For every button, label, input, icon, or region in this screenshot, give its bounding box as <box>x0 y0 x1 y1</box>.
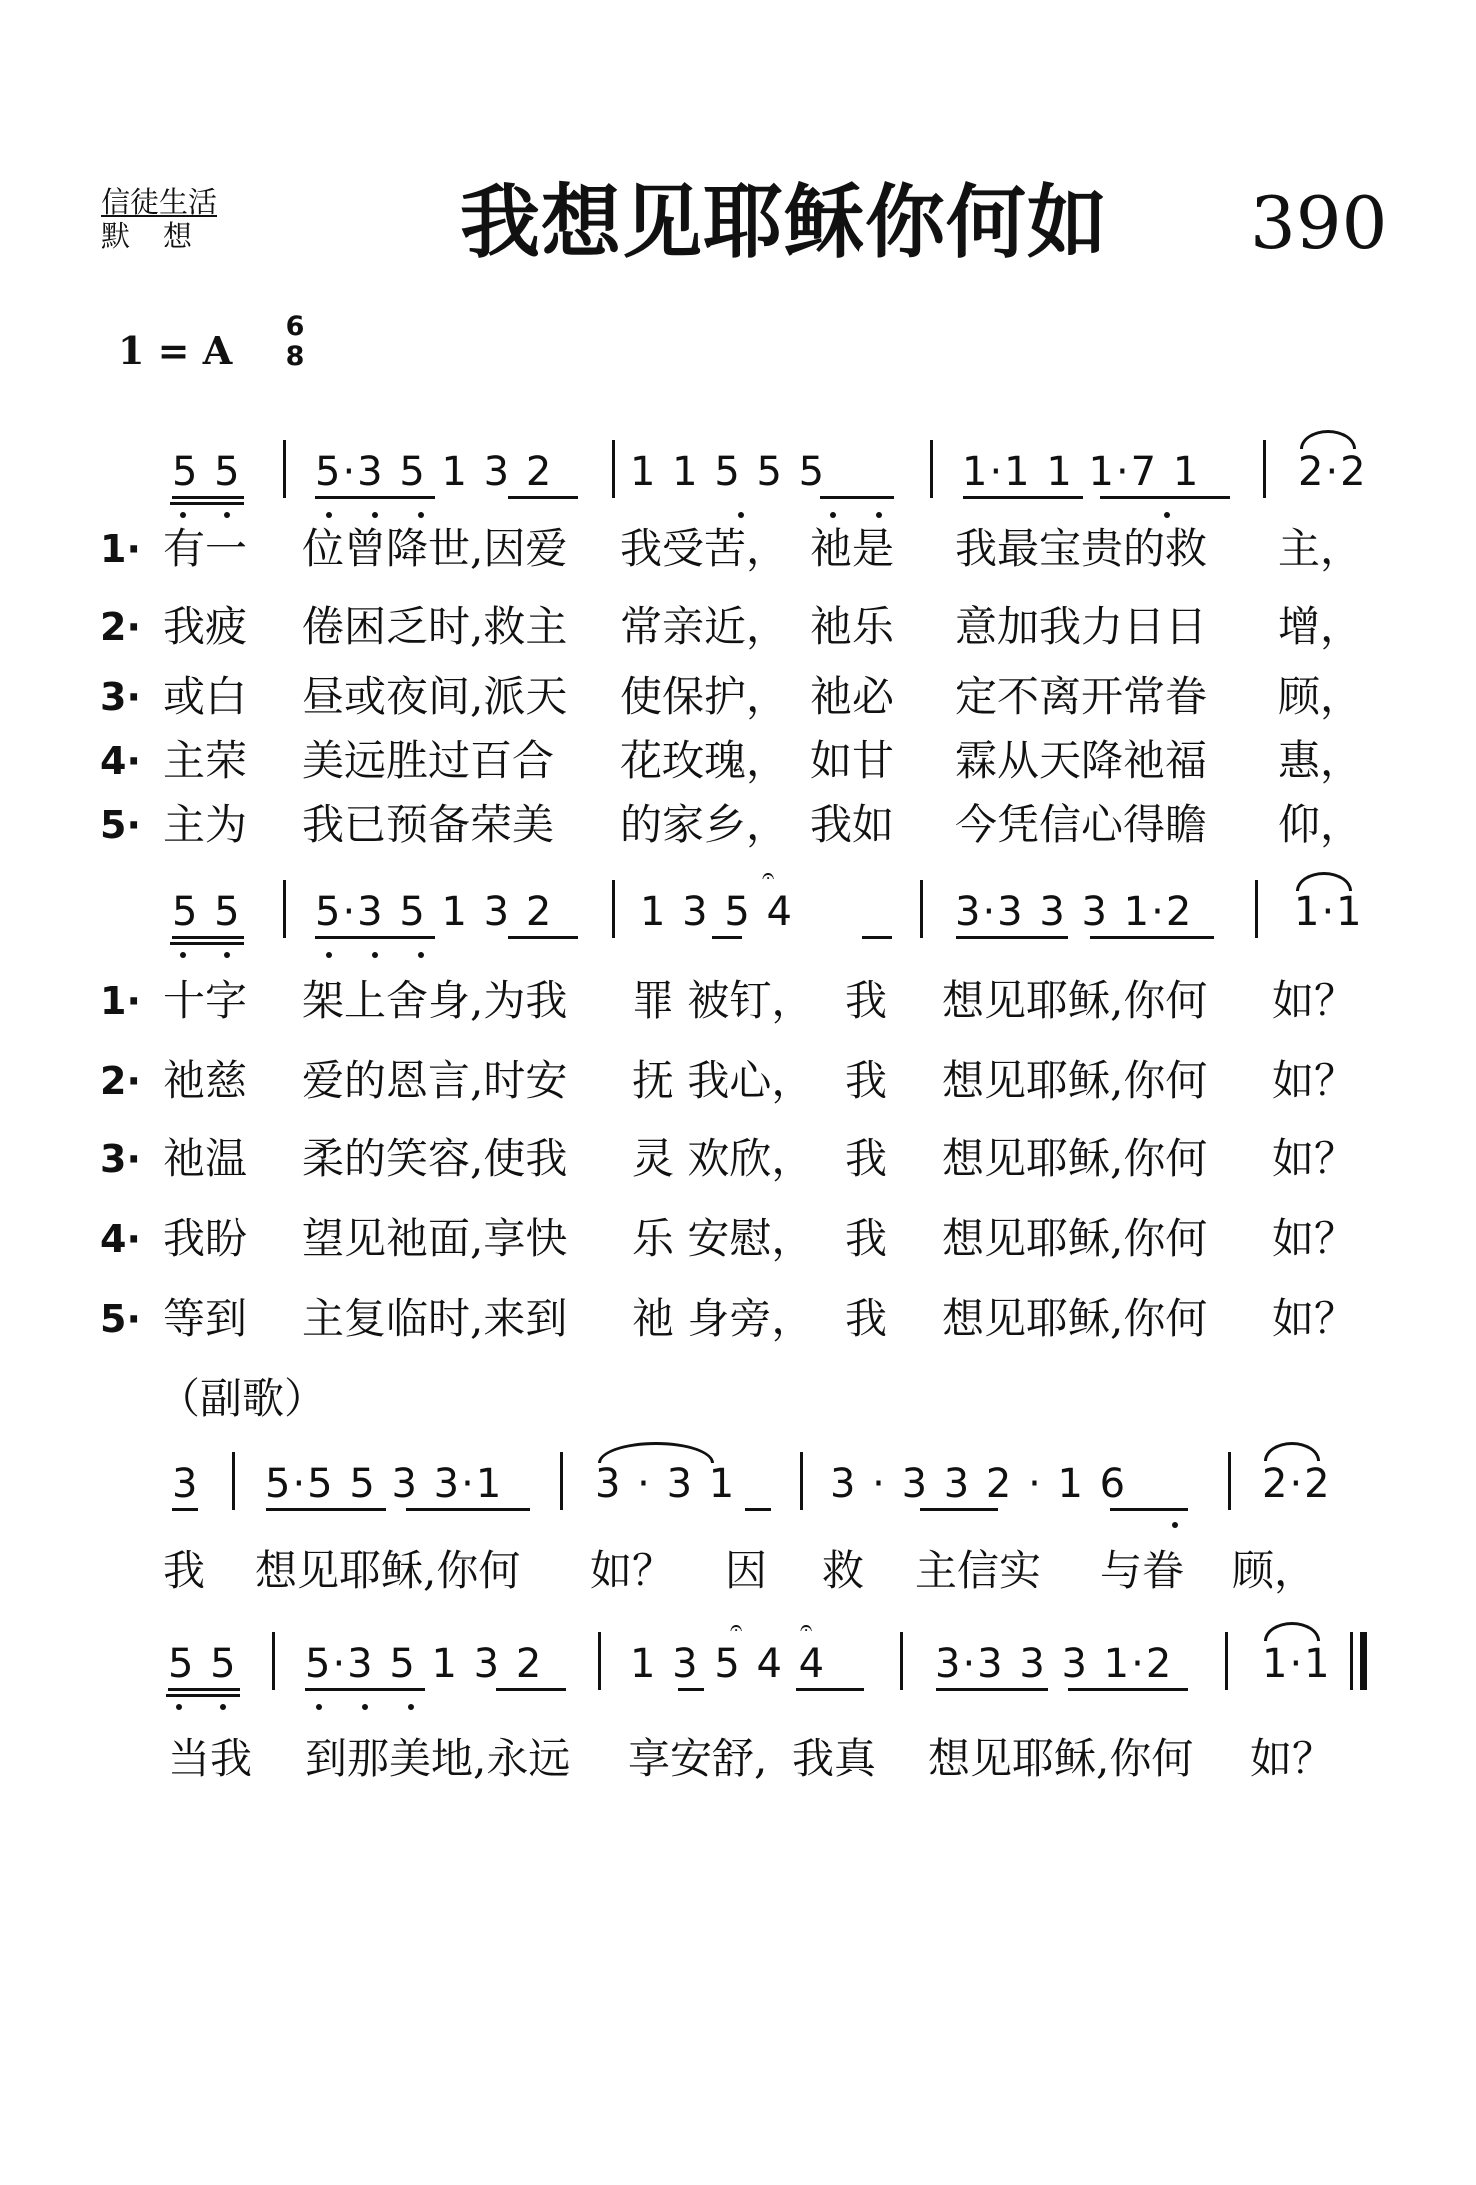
fermata-icon: 𝄐 <box>762 864 775 889</box>
lyric-segment: 当我 <box>168 1734 253 1783</box>
lyric-segment: 柔的笑容,使我 <box>302 1134 568 1183</box>
chorus-measure-1-4: 3 · 3 3 2 · 1 6 <box>830 1461 1128 1507</box>
underline-beam <box>862 936 892 939</box>
underline-beam <box>796 1688 864 1691</box>
lyric-segment: 望见祂面,享快 <box>302 1214 568 1263</box>
barline <box>900 1632 903 1690</box>
lyric-segment: 我 <box>845 1294 888 1343</box>
barline <box>560 1452 563 1510</box>
fermata-icon: 𝄐 <box>730 1616 743 1641</box>
low-octave-dot <box>408 1704 414 1710</box>
lyric-segment: 十字 <box>163 976 248 1025</box>
measure-2-2: 5·3 5 1 3 2 <box>315 889 554 935</box>
measure-1-5: 2·2 <box>1298 449 1368 495</box>
low-octave-dot <box>1164 512 1170 518</box>
underline-beam <box>936 1688 1048 1691</box>
barline <box>1228 1452 1231 1510</box>
low-octave-dot <box>220 1704 226 1710</box>
lyric-segment: 我 <box>163 1546 206 1595</box>
low-octave-dot <box>1172 1522 1178 1528</box>
underline-beam <box>496 1688 566 1691</box>
lyric-segment: 想见耶稣,你何 <box>255 1546 521 1595</box>
lyric-segment: 仰， <box>1278 800 1363 849</box>
lyric-segment: 我真 <box>792 1734 877 1783</box>
underline-beam <box>956 936 1068 939</box>
lyric-segment: 想见耶稣,你何 <box>928 1734 1194 1783</box>
underline-beam <box>1110 1508 1188 1511</box>
lyric-segment: 如？ <box>1272 1056 1357 1105</box>
low-octave-dot <box>176 1704 182 1710</box>
tie-mark <box>1264 1622 1320 1641</box>
key-signature: 1 = A <box>118 328 233 373</box>
lyric-segment: 顾， <box>1232 1546 1317 1595</box>
measure-2-1: 5 5 <box>172 889 242 935</box>
tie-mark <box>1264 1442 1320 1461</box>
underline-beam <box>166 1694 240 1697</box>
time-numerator: 6 <box>285 311 305 342</box>
low-octave-dot <box>830 512 836 518</box>
fermata-icon: 𝄐 <box>800 1616 813 1641</box>
lyric-segment: 罪 被钉， <box>632 976 814 1025</box>
lyric-segment: 想见耶稣,你何 <box>942 976 1208 1025</box>
subcategory-label: 默想 <box>101 219 226 253</box>
time-signature <box>280 312 310 372</box>
lyric-segment: 美远胜过百合 <box>302 736 555 785</box>
lyric-segment: 与眷 <box>1100 1546 1185 1595</box>
low-octave-dot <box>738 512 744 518</box>
barline <box>283 440 286 498</box>
lyric-segment: 抚 我心， <box>632 1056 814 1105</box>
chorus-measure-2-3: 1 3 5 4 4 <box>630 1641 827 1687</box>
verse-number: 5· <box>100 1297 141 1341</box>
underline-beam <box>315 496 435 499</box>
barline <box>612 440 615 498</box>
low-octave-dot <box>372 952 378 958</box>
lyric-segment: 主荣 <box>163 736 248 785</box>
chorus-measure-1-5: 2·2 <box>1262 1461 1332 1507</box>
lyric-segment: 如？ <box>1272 976 1357 1025</box>
underline-beam <box>170 942 244 945</box>
barline <box>800 1452 803 1510</box>
lyric-segment: 想见耶稣,你何 <box>942 1214 1208 1263</box>
lyric-segment: 顾， <box>1278 672 1363 721</box>
lyric-segment: 主信实 <box>915 1546 1042 1595</box>
lyric-segment: 定不离开常眷 <box>955 672 1208 721</box>
lyric-segment: 主为 <box>163 800 248 849</box>
lyric-segment: 如？ <box>590 1546 675 1595</box>
underline-beam <box>1090 936 1214 939</box>
chorus-measure-2-2: 5·3 5 1 3 2 <box>305 1641 544 1687</box>
underline-beam <box>1100 496 1230 499</box>
lyric-segment: 爱的恩言,时安 <box>302 1056 568 1105</box>
chorus-label: （副歌） <box>158 1374 327 1423</box>
low-octave-dot <box>876 512 882 518</box>
barline <box>1255 880 1258 938</box>
chorus-measure-1-1: 3 <box>172 1461 200 1507</box>
lyric-segment: 灵 欢欣， <box>632 1134 814 1183</box>
chorus-measure-1-3: 3 · 3 1 <box>595 1461 737 1507</box>
lyric-segment: 我盼 <box>163 1214 248 1263</box>
barline <box>1263 440 1266 498</box>
barline <box>930 440 933 498</box>
measure-1-2: 5·3 5 1 3 2 <box>315 449 554 495</box>
lyric-segment: 如？ <box>1272 1214 1357 1263</box>
lyric-segment: 我 <box>845 976 888 1025</box>
low-octave-dot <box>224 952 230 958</box>
chorus-measure-1-2: 5·5 5 3 3·1 <box>265 1461 504 1507</box>
underline-beam <box>508 936 578 939</box>
underline-beam <box>266 1508 386 1511</box>
tie-mark <box>1296 872 1352 891</box>
lyric-segment: 如甘 <box>810 736 895 785</box>
final-barline-thick <box>1360 1632 1367 1690</box>
lyric-segment: 祂温 <box>163 1134 248 1183</box>
lyric-segment: 祂慈 <box>163 1056 248 1105</box>
verse-number: 4· <box>100 1217 141 1261</box>
verse-number: 3· <box>100 1137 141 1181</box>
low-octave-dot <box>326 952 332 958</box>
low-octave-dot <box>316 1704 322 1710</box>
verse-number: 1· <box>100 979 141 1023</box>
lyric-segment: 如？ <box>1272 1134 1357 1183</box>
chorus-measure-2-5: 1·1 <box>1262 1641 1332 1687</box>
lyric-segment: 如？ <box>1272 1294 1357 1343</box>
lyric-segment: 的家乡， <box>620 800 789 849</box>
lyric-segment: 我 <box>845 1214 888 1263</box>
barline <box>612 880 615 938</box>
lyric-segment: 我最宝贵的救 <box>955 524 1208 573</box>
lyric-segment: 花玫瑰， <box>620 736 789 785</box>
lyric-segment: 想见耶稣,你何 <box>942 1294 1208 1343</box>
lyric-segment: 祂 身旁， <box>632 1294 814 1343</box>
lyric-segment: 我已预备荣美 <box>302 800 555 849</box>
underline-beam <box>745 1508 771 1511</box>
underline-beam <box>963 496 1083 499</box>
barline <box>283 880 286 938</box>
lyric-segment: 救 <box>822 1546 865 1595</box>
tie-mark <box>1300 430 1356 449</box>
underline-beam <box>305 1688 425 1691</box>
lyric-segment: 祂必 <box>810 672 895 721</box>
barline <box>1225 1632 1228 1690</box>
lyric-segment: 想见耶稣,你何 <box>942 1056 1208 1105</box>
lyric-segment: 增， <box>1278 602 1363 651</box>
underline-beam <box>508 496 578 499</box>
verse-number: 3· <box>100 675 141 719</box>
hymn-number: 390 <box>1250 181 1388 265</box>
underline-beam <box>315 936 435 939</box>
chorus-measure-2-4: 3·3 3 3 1·2 <box>935 1641 1174 1687</box>
lyric-segment: 使保护， <box>620 672 789 721</box>
barline <box>920 880 923 938</box>
category-label: 信徒生活 <box>101 185 218 219</box>
lyric-segment: 我疲 <box>163 602 248 651</box>
lyric-segment: 我如 <box>810 800 895 849</box>
lyric-segment: 倦困乏时,救主 <box>302 602 568 651</box>
lyric-segment: 我受苦， <box>620 524 789 573</box>
underline-beam <box>168 1688 240 1691</box>
tie-mark <box>598 1442 714 1463</box>
verse-number: 2· <box>100 1059 141 1103</box>
lyric-segment: 或白 <box>163 672 248 721</box>
underline-beam <box>820 496 894 499</box>
low-octave-dot <box>362 1704 368 1710</box>
lyric-segment: 祂是 <box>810 524 895 573</box>
underline-beam <box>172 1508 198 1511</box>
lyric-segment: 意加我力日日 <box>955 602 1208 651</box>
lyric-segment: 到那美地,永远 <box>305 1734 571 1783</box>
low-octave-dot <box>326 512 332 518</box>
underline-beam <box>920 1508 998 1511</box>
underline-beam <box>1068 1688 1188 1691</box>
lyric-segment: 霖从天降祂福 <box>955 736 1208 785</box>
underline-beam <box>406 1508 530 1511</box>
verse-number: 1· <box>100 527 141 571</box>
measure-1-4: 1·1 1 1·7 1 <box>962 449 1201 495</box>
lyric-segment: 主复临时,来到 <box>302 1294 568 1343</box>
barline <box>598 1632 601 1690</box>
lyric-segment: 惠， <box>1278 736 1363 785</box>
lyric-segment: 有一 <box>163 524 248 573</box>
barline <box>272 1632 275 1690</box>
lyric-segment: 我 <box>845 1056 888 1105</box>
lyric-segment: 祂乐 <box>810 602 895 651</box>
measure-2-5: 1·1 <box>1294 889 1364 935</box>
low-octave-dot <box>224 512 230 518</box>
low-octave-dot <box>180 952 186 958</box>
lyric-segment: 我 <box>845 1134 888 1183</box>
lyric-segment: 如？ <box>1250 1734 1335 1783</box>
final-barline-thin <box>1350 1632 1353 1690</box>
measure-2-3: 1 3 5 4 <box>640 889 794 935</box>
lyric-segment: 昼或夜间,派天 <box>302 672 568 721</box>
lyric-segment: 享安舒, <box>628 1734 768 1783</box>
lyric-segment: 主， <box>1278 524 1363 573</box>
low-octave-dot <box>180 512 186 518</box>
lyric-segment: 位曾降世,因爱 <box>302 524 568 573</box>
hymn-title: 我想见耶稣你何如 <box>460 176 1108 269</box>
low-octave-dot <box>372 512 378 518</box>
verse-number: 2· <box>100 605 141 649</box>
underline-beam <box>172 936 244 939</box>
measure-2-4: 3·3 3 3 1·2 <box>955 889 1194 935</box>
barline <box>232 1452 235 1510</box>
underline-beam <box>170 502 244 505</box>
lyric-segment: 今凭信心得瞻 <box>955 800 1208 849</box>
lyric-segment: 因 <box>725 1546 768 1595</box>
underline-beam <box>712 936 742 939</box>
underline-beam <box>172 496 244 499</box>
lyric-segment: 乐 安慰， <box>632 1214 814 1263</box>
underline-beam <box>678 1688 704 1691</box>
measure-1-3: 1 1 5 5 5 <box>630 449 827 495</box>
verse-number: 5· <box>100 803 141 847</box>
lyric-segment: 等到 <box>163 1294 248 1343</box>
time-denominator: 8 <box>285 341 305 372</box>
measure-1-1: 5 5 <box>172 449 242 495</box>
lyric-segment: 架上舍身,为我 <box>302 976 568 1025</box>
chorus-measure-2-1: 5 5 <box>168 1641 238 1687</box>
lyric-segment: 常亲近， <box>620 602 789 651</box>
verse-number: 4· <box>100 739 141 783</box>
low-octave-dot <box>418 512 424 518</box>
low-octave-dot <box>418 952 424 958</box>
lyric-segment: 想见耶稣,你何 <box>942 1134 1208 1183</box>
